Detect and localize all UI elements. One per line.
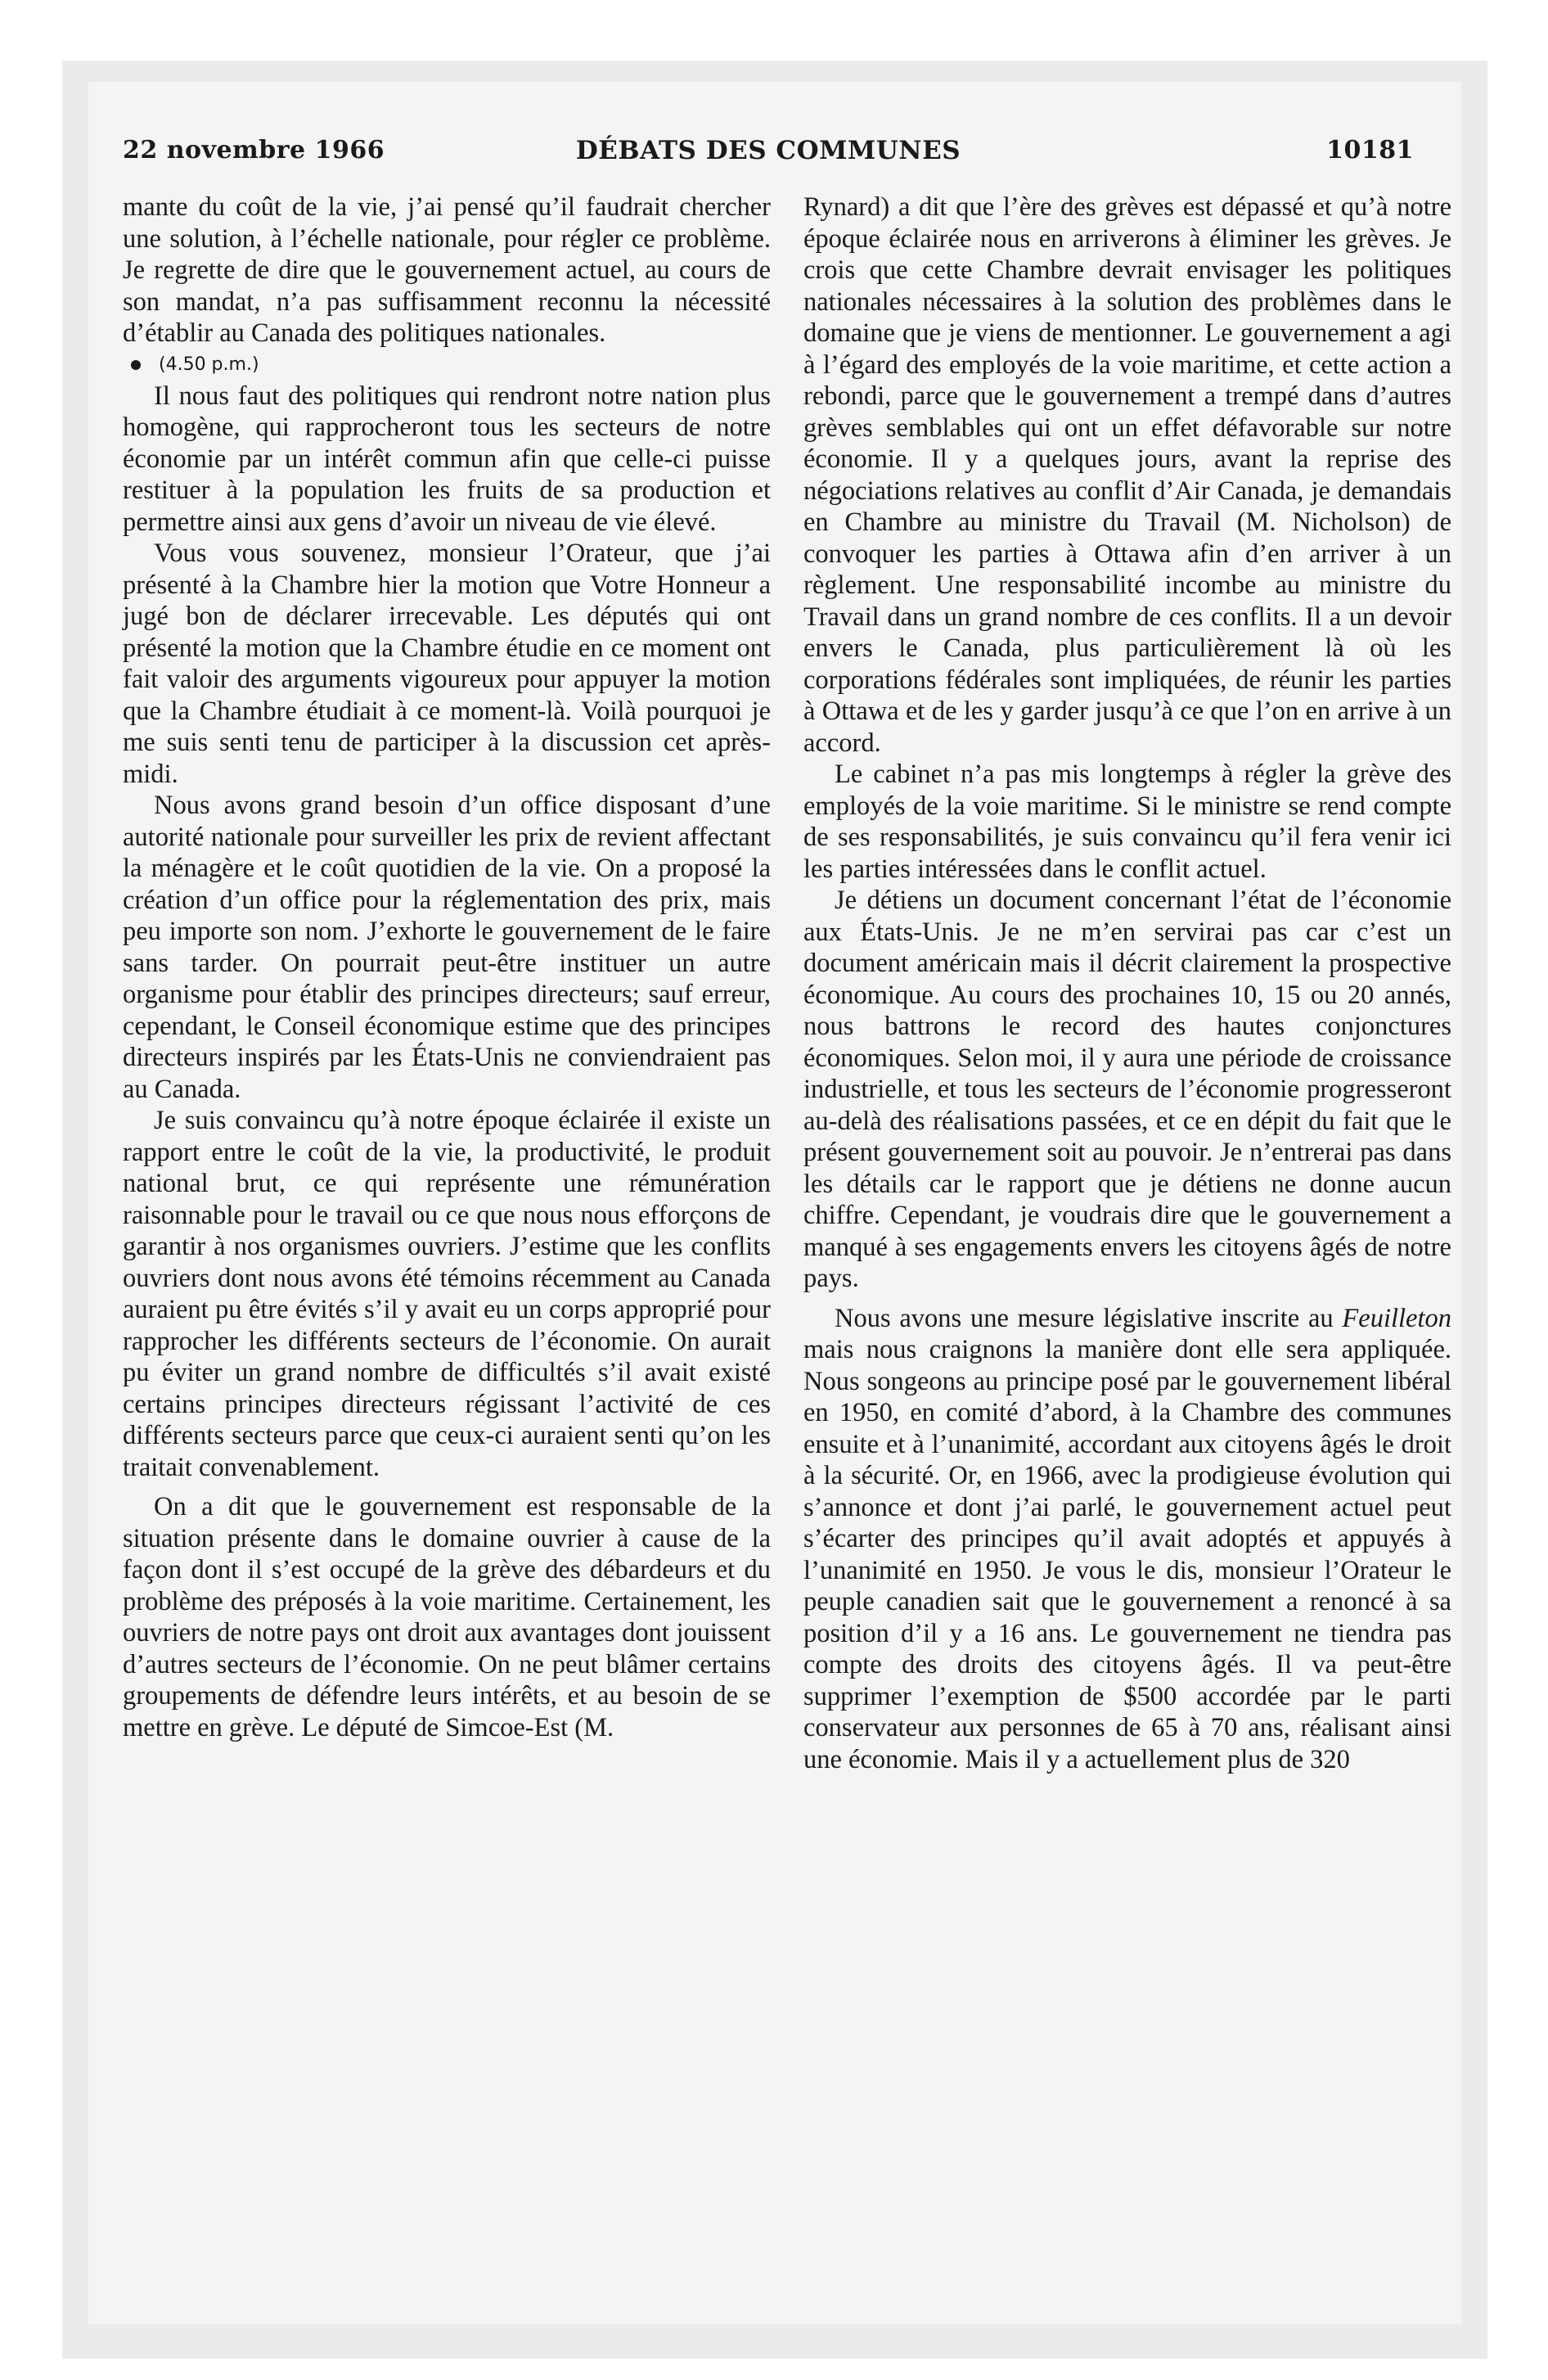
paragraph: mante du coût de la vie, j’ai pensé qu’il faudrait chercher une solution, à l’échelle nationale, pour régler ce problème. Je regrette de dire que le gouvernement actuel, au cours de son mandat, n’a pas suffisamment reconnu la nécessité d’établir au Canada des politiques nationales. <box>123 192 771 348</box>
paragraph-text: mais nous craignons la manière dont elle sera appliquée. Nous songeons au principe posé par le gouvernement libéral en 1950, en comité d’abord, à la Chambre des communes ensuite et à l’unanimité, accordant aux citoyens âgés le droit à la sécurité. Or, en 1966, avec la prodigieuse évolution qui s’annonce et dont j’ai parlé, le gouvernement actuel peut s’écarter des principes qu’il avait adoptés et appuyés à l’unanimité en 1950. Je vous le dis, monsieur l’Orateur le peuple canadien sait que le gouvernement a renoncé à sa position d’il y a 16 ans. Le gouvernement ne tiendra pas compte des droits des citoyens âgés. Il va peut-être supprimer l’exemption de $500 accordée par le parti conservateur aux personnes de 65 à 70 ans, réalisant ainsi une économie. Mais il y a actuellement plus de 320 <box>803 1335 1451 1774</box>
paragraph: On a dit que le gouvernement est responsable de la situation présente dans le domaine ouvrier à cause de la façon dont il s’est occupé de la grève des débardeurs et du problème des préposés à la voie maritime. Certainement, les ouvriers de notre pays ont droit aux avantages dont jouissent d’autres secteurs de l’économie. On ne peut blâmer certains groupements de défendre leurs intérêts, et au besoin de se mettre en grève. Le député de Simcoe-Est (M. <box>123 1492 771 1742</box>
time-marker-label: (4.50 p.m.) <box>159 354 259 375</box>
paragraph <box>803 1303 1451 1776</box>
paragraph: Nous avons grand besoin d’un office disposant d’une autorité nationale pour surveiller les prix de revient affectant la ménagère et le coût quotidien de la vie. On a proposé la création d’un office pour la réglementation des prix, mais peu importe son nom. J’exhorte le gouvernement de le faire sans tarder. On pourrait peut-être instituer un autre organisme pour établir des principes directeurs; sauf erreur, cependant, le Conseil économique estime que des principes directeurs inspirés par les États-Unis ne conviendraient pas au Canada. <box>123 791 771 1104</box>
paragraph: Le cabinet n’a pas mis longtemps à régler la grève des employés de la voie maritime. Si le ministre se rend compte de ses responsabilités, je suis convaincu qu’il fera venir ici les parties intéressées dans le conflit actuel. <box>803 760 1451 884</box>
paragraph-text: Nous avons une mesure législative inscrite au <box>835 1303 1343 1333</box>
paragraph: Vous vous souvenez, monsieur l’Orateur, que j’ai présenté à la Chambre hier la motion que Votre Honneur a jugé bon de déclarer irrecevable. Les députés qui ont présenté la motion que la Chambre étudie en ce moment ont fait valoir des arguments vigoureux pour appuyer la motion que la Chambre étudiait à ce moment-là. Voilà pourquoi je me suis senti tenu de participer à la discussion cet après-midi. <box>123 539 771 789</box>
italic-title: Feuilleton <box>1342 1303 1451 1333</box>
paragraph: Je suis convaincu qu’à notre époque éclairée il existe un rapport entre le coût de la vie, la productivité, le produit national brut, ce qui représente une rémunération raisonnable pour le travail ou ce que nous nous efforçons de garantir à nos organismes ouvriers. J’estime que les conflits ouvriers dont nous avons été témoins récemment au Canada auraient pu être évités s’il y avait eu un corps approprié pour rapprocher les différents secteurs de l’économie. On aurait pu éviter un grand nombre de difficultés s’il avait existé certains principes directeurs régissant l’activité de ces différents secteurs parce que ceux-ci auraient senti qu’on les traitait convenablement. <box>123 1106 771 1482</box>
time-marker <box>123 349 771 381</box>
bullet-icon <box>131 360 141 370</box>
header-page-number: 10181 <box>1326 136 1414 165</box>
document-page <box>88 82 1461 2324</box>
paragraph: Il nous faut des politiques qui rendront notre nation plus homogène, qui rapprocheront tous les secteurs de notre économie par un intérêt commun afin que celle-ci puisse restituer à la population les fruits de sa production et permettre ainsi aux gens d’avoir un niveau de vie élevé. <box>123 381 771 537</box>
header-date: 22 novembre 1966 <box>123 136 385 165</box>
header-title: DÉBATS DES COMMUNES <box>575 136 961 165</box>
running-header <box>123 136 1414 169</box>
right-column <box>803 192 1451 1775</box>
left-column <box>123 192 771 1743</box>
paragraph: Rynard) a dit que l’ère des grèves est dépassé et qu’à notre époque éclairée nous en arriverons à éliminer les grèves. Je crois que cette Chambre devrait envisager les politiques nationales nécessaires à la solution des problèmes dans le domaine que je viens de mentionner. Le gouvernement a agi à l’égard des employés de la voie maritime, et cette action a rebondi, parce que le gouvernement a trempé dans d’autres grèves semblables qui ont un effet défavorable sur notre économie. Il y a quelques jours, avant la reprise des négociations relatives au conflit d’Air Canada, je demandais en Chambre au ministre du Travail (M. Nicholson) de convoquer les parties à Ottawa afin d’en arriver à un règlement. Une responsabilité incombe au ministre du Travail dans un grand nombre de ces conflits. Il a un devoir envers le Canada, plus particulièrement là où les corporations fédérales sont impliquées, de réunir les parties à Ottawa et de les y garder jusqu’à ce que l’on en arrive à un accord. <box>803 192 1451 758</box>
paragraph: Je détiens un document concernant l’état de l’économie aux États-Unis. Je ne m’en servirai pas car c’est un document américain mais il décrit clairement la prospective économique. Au cours des prochaines 10, 15 ou 20 annés, nous battrons le record des hautes conjonctures économiques. Selon moi, il y aura une période de croissance industrielle, et tous les secteurs de l’économie progresseront au-delà des réalisations passées, et ce en dépit du fait que le présent gouvernement soit au pouvoir. Je n’entrerai pas dans les détails car le rapport que je détiens ne donne aucun chiffre. Cependant, je voudrais dire que le gouvernement a manqué à ses engagements envers les citoyens âgés de notre pays. <box>803 886 1451 1293</box>
